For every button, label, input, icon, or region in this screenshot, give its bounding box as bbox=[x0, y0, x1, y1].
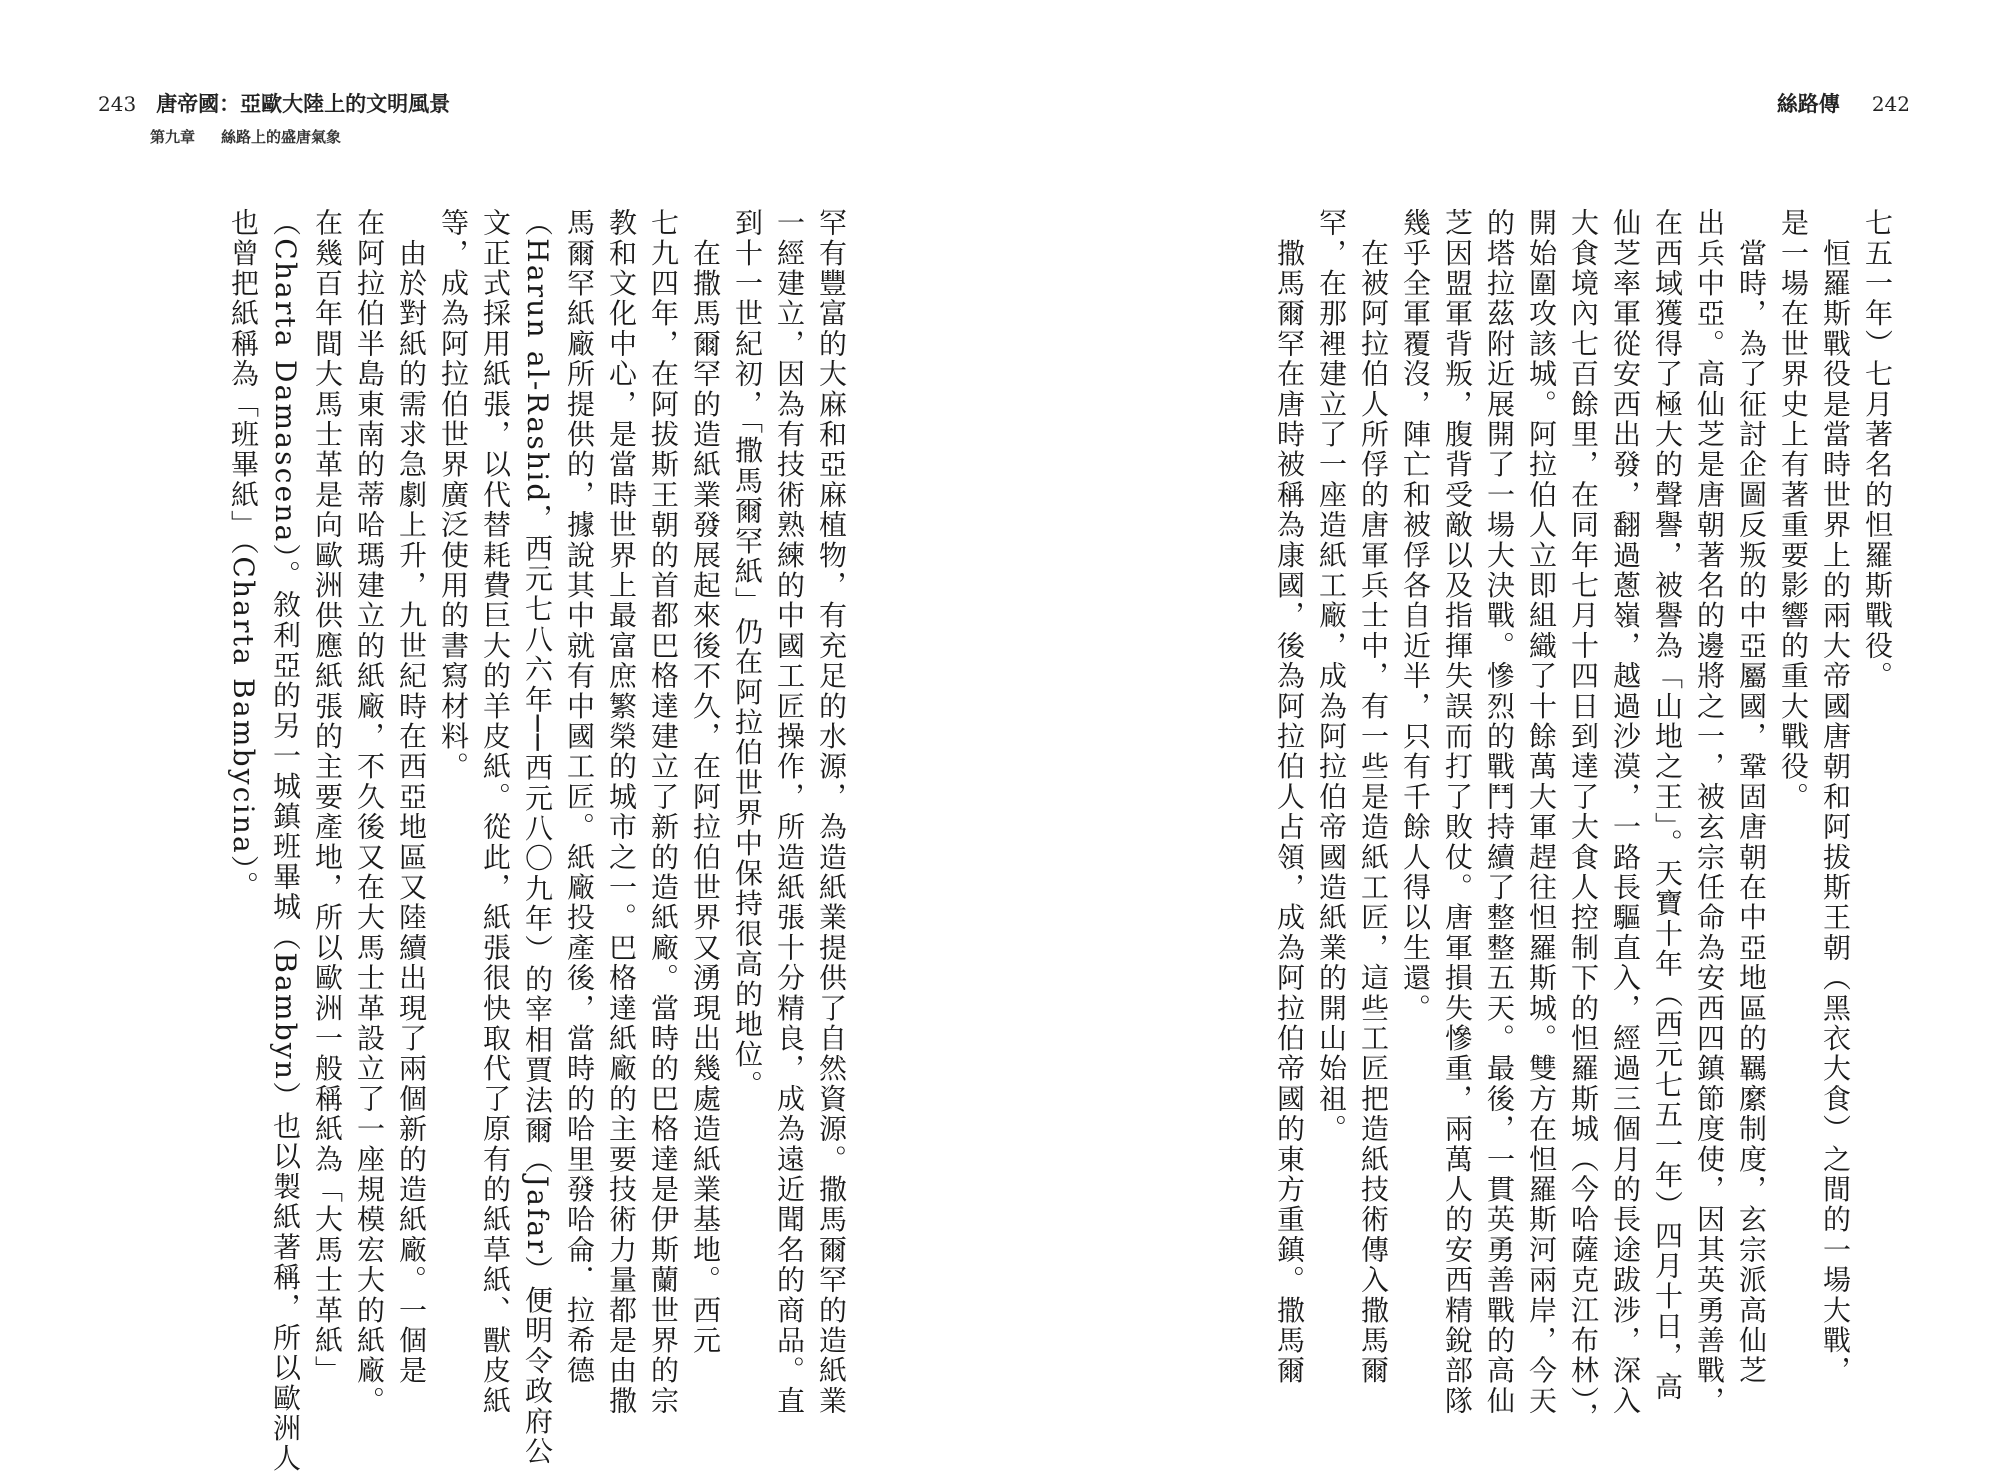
left-text-column: 在幾百年間大馬士革是向歐洲供應紙張的主要產地，所以歐洲一般稱紙為「大馬士革紙」 bbox=[311, 208, 344, 1386]
left-text-column: 等，成為阿拉伯世界廣泛使用的書寫材料。 bbox=[437, 208, 470, 782]
right-text-column: 是一場在世界史上有著重要影響的重大戰役。 bbox=[1777, 208, 1810, 812]
chapter-heading bbox=[150, 126, 450, 147]
right-text-column: 當時，為了征討企圖反叛的中亞屬國，鞏固唐朝在中亞地區的羈縻制度，玄宗派高仙芝 bbox=[1735, 208, 1768, 1386]
right-text-column: 在被阿拉伯人所俘的唐軍兵士中，有一些是造紙工匠，這些工匠把造紙技術傳入撒馬爾 bbox=[1357, 208, 1390, 1386]
left-text-column: 七九四年，在阿拔斯王朝的首都巴格達建立了新的造紙廠。當時的巴格達是伊斯蘭世界的宗 bbox=[647, 208, 680, 1416]
right-text-column: 七五一年）七月著名的怛羅斯戰役。 bbox=[1861, 208, 1894, 692]
left-text-column: 由於對紙的需求急劇上升，九世紀時在西亞地區又陸續出現了兩個新的造紙廠。一個是 bbox=[395, 208, 428, 1386]
left-page-header bbox=[98, 88, 450, 147]
right-text-column: 仙芝率軍從安西出發，翻過蔥嶺，越過沙漠，一路長驅直入，經過三個月的長途跋涉，深入 bbox=[1609, 208, 1642, 1416]
left-text-column: 罕有豐富的大麻和亞麻植物，有充足的水源，為造紙業提供了自然資源。撒馬爾罕的造紙業 bbox=[815, 208, 848, 1416]
right-text-column: 的塔拉茲附近展開了一場大決戰。慘烈的戰鬥持續了整整五天。最後，一貫英勇善戰的高仙 bbox=[1483, 208, 1516, 1416]
left-text-column: 文正式採用紙張，以代替耗費巨大的羊皮紙。從此，紙張很快取代了原有的紙草紙、獸皮紙 bbox=[479, 208, 512, 1416]
left-header-line bbox=[98, 88, 450, 118]
right-text-column: 撒馬爾罕在唐時被稱為康國，後為阿拉伯人占領，成為阿拉伯帝國的東方重鎮。撒馬爾 bbox=[1273, 208, 1306, 1386]
right-text-column: 恒羅斯戰役是當時世界上的兩大帝國唐朝和阿拔斯王朝（黑衣大食）之間的一場大戰， bbox=[1819, 208, 1852, 1386]
page-gutter bbox=[1003, 0, 1005, 1358]
right-page-header bbox=[1777, 88, 1910, 118]
left-text-column: 一經建立，因為有技術熟練的中國工匠操作，所造紙張十分精良，成為遠近聞名的商品。直 bbox=[773, 208, 806, 1416]
left-text-column: 在撒馬爾罕的造紙業發展起來後不久，在阿拉伯世界又湧現出幾處造紙業基地。西元 bbox=[689, 208, 722, 1356]
left-text-column: （Charta Damascena）。敘利亞的另一城鎮班畢城（Bambyn）也以製紙著稱，所以歐洲人 bbox=[269, 208, 302, 1474]
right-book-title: 絲路傳 bbox=[1776, 92, 1840, 116]
left-text-column: 馬爾罕紙廠所提供的，據說其中就有中國工匠。紙廠投產後，當時的哈里發哈侖．拉希德 bbox=[563, 208, 596, 1386]
right-text-column: 在西域獲得了極大的聲譽，被譽為「山地之王」。天寶十年（西元七五一年）四月十日，高 bbox=[1651, 208, 1684, 1402]
right-text-column: 芝因盟軍背叛，腹背受敵以及指揮失誤而打了敗仗。唐軍損失慘重，兩萬人的安西精銳部隊 bbox=[1441, 208, 1474, 1416]
chapter-label: 第九章 bbox=[150, 128, 196, 146]
right-page-number: 242 bbox=[1871, 92, 1910, 116]
right-text-column: 幾乎全軍覆沒，陣亡和被俘各自近半，只有千餘人得以生還。 bbox=[1399, 208, 1432, 1024]
left-text-column: 到十一世紀初，「撒馬爾罕紙」仍在阿拉伯世界中保持很高的地位。 bbox=[731, 208, 764, 1100]
left-text-column: 也曾把紙稱為「班畢紙」（Charta Bambycina）。 bbox=[227, 208, 260, 902]
left-text-column: 教和文化中心，是當時世界上最富庶繁榮的城市之一。巴格達紙廠的主要技術力量都是由撒 bbox=[605, 208, 638, 1416]
right-text-column: 罕，在那裡建立了一座造紙工廠，成為阿拉伯帝國造紙業的開山始祖。 bbox=[1315, 208, 1348, 1145]
right-text-column: 大食境內七百餘里，在同年七月十四日到達了大食人控制下的怛羅斯城（今哈薩克江布林）， bbox=[1567, 208, 1600, 1433]
right-text-column: 開始圍攻該城。阿拉伯人立即組織了十餘萬大軍趕往怛羅斯城。雙方在怛羅斯河兩岸，今天 bbox=[1525, 208, 1558, 1416]
left-text-column: 在阿拉伯半島東南的蒂哈瑪建立的紙廠，不久後又在大馬士革設立了一座規模宏大的紙廠。 bbox=[353, 208, 386, 1416]
right-text-column: 出兵中亞。高仙芝是唐朝著名的邊將之一，被玄宗任命為安西四鎮節度使，因其英勇善戰， bbox=[1693, 208, 1726, 1416]
left-page-number: 243 bbox=[98, 92, 137, 116]
left-book-title: 唐帝國：亞歐大陸上的文明風景 bbox=[156, 92, 451, 116]
chapter-title: 絲路上的盛唐氣象 bbox=[221, 128, 342, 146]
left-text-column: （Harun al-Rashid，西元七八六年──西元八〇九年）的宰相賈法爾（Jafar）便明令政府公 bbox=[521, 208, 554, 1467]
